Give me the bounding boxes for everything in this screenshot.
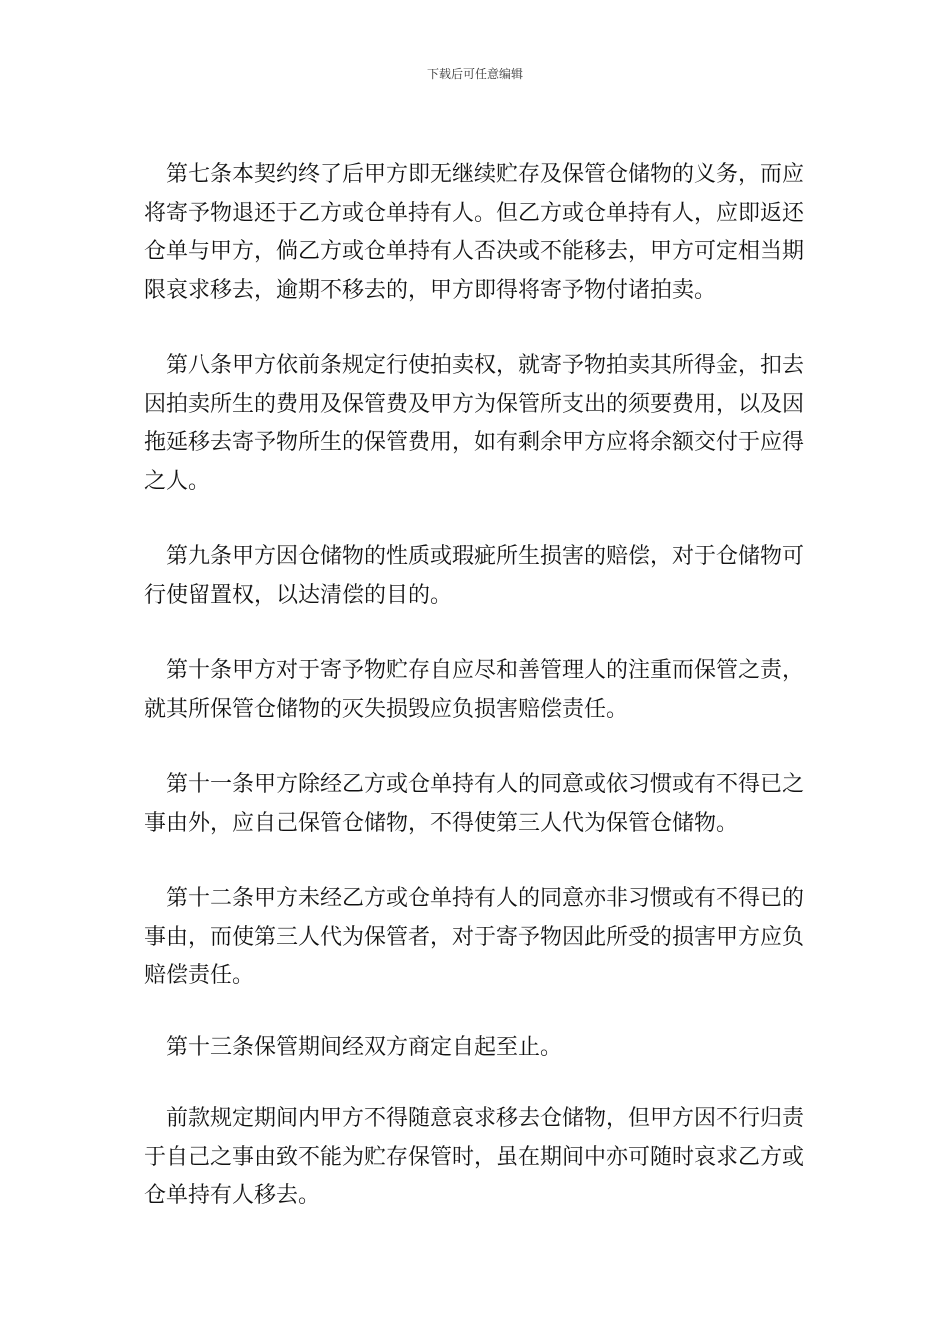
article-13-paragraph: 第十三条保管期间经双方商定自起至止。 [166, 1034, 563, 1060]
article-11-paragraph: 第十一条甲方除经乙方或仓单持有人的同意或依习惯或有不得已之事由外，应自己保管仓储物，不得使第三人代为保管仓储物。 [144, 772, 805, 836]
article-8-paragraph: 第八条甲方依前条规定行使拍卖权，就寄予物拍卖其所得金，扣去因拍卖所生的费用及保管费及甲方为保管所支出的须要费用，以及因拖延移去寄予物所生的保管费用，如有剩余甲方应将余额交付于应得之人。 [144, 353, 805, 494]
article-12-paragraph: 第十二条甲方未经乙方或仓单持有人的同意亦非习惯或有不得已的事由，而使第三人代为保管者，对于寄予物因此所受的损害甲方应负赔偿责任。 [144, 886, 805, 988]
article-10-paragraph: 第十条甲方对于寄予物贮存自应尽和善管理人的注重而保管之责，就其所保管仓储物的灭失损毁应负损害赔偿责任。 [144, 658, 805, 722]
article-9-paragraph: 第九条甲方因仓储物的性质或瑕疵所生损害的赔偿，对于仓储物可行使留置权，以达清偿的目的。 [144, 544, 805, 608]
article-13-clause-paragraph: 前款规定期间内甲方不得随意哀求移去仓储物，但甲方因不行归责于自己之事由致不能为贮存保管时，虽在期间中亦可随时哀求乙方或仓单持有人移去。 [144, 1106, 805, 1208]
article-7-paragraph: 第七条本契约终了后甲方即无继续贮存及保管仓储物的义务，而应将寄予物退还于乙方或仓单持有人。但乙方或仓单持有人，应即返还仓单与甲方，倘乙方或仓单持有人否决或不能移去，甲方可定相当期限哀求移去，逾期不移去的，甲方即得将寄予物付诸拍卖。 [144, 162, 805, 303]
page-header: 下载后可任意编辑 [426, 67, 523, 81]
document-body [144, 156, 809, 1253]
